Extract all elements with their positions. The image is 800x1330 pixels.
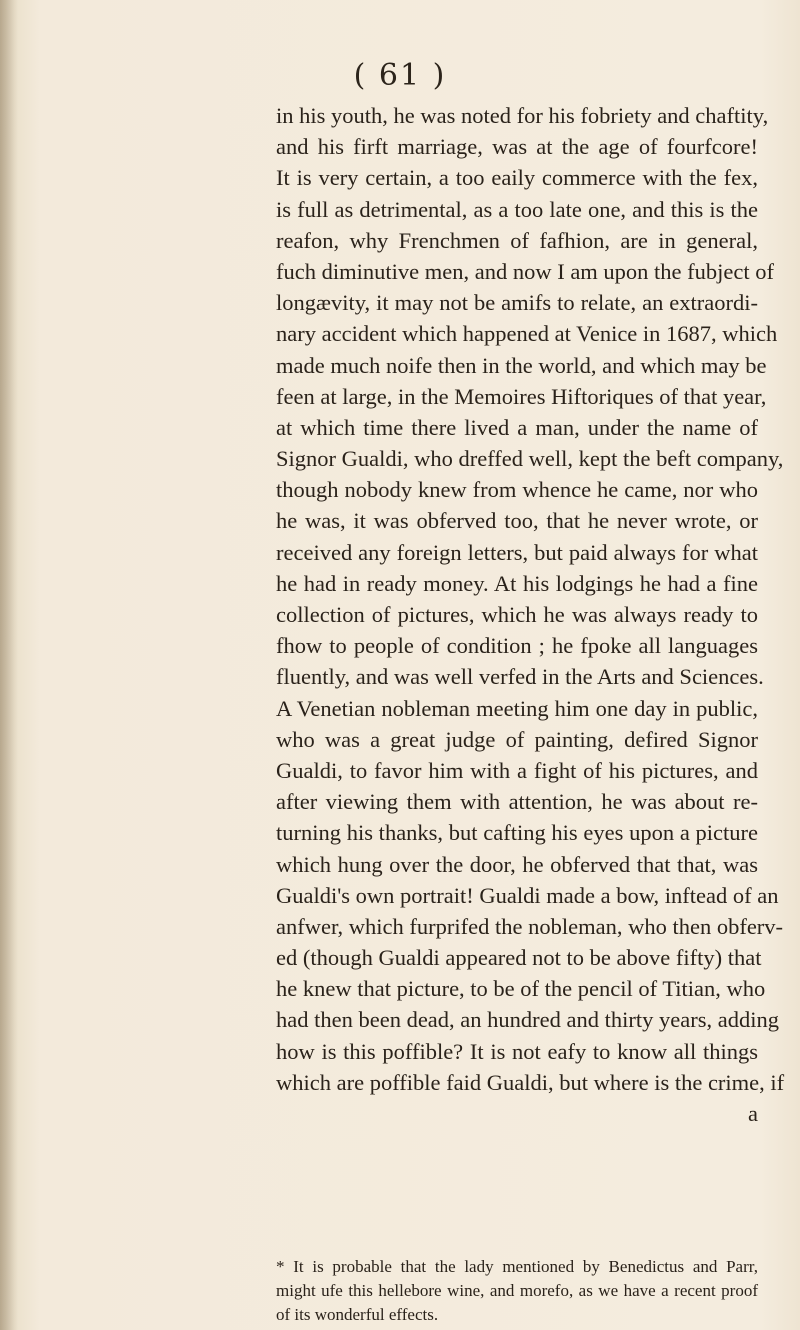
text-line: had then been dead, an hundred and thirty years, adding bbox=[276, 1007, 779, 1033]
text-line: fuch diminutive men, and now I am upon the fubject of bbox=[276, 258, 774, 284]
text-line: he had in ready money. At his lodgings he had a fine bbox=[276, 570, 758, 596]
text-line: received any foreign letters, but paid always for what bbox=[276, 539, 758, 565]
body-text bbox=[276, 100, 785, 1129]
text-line: which hung over the door, he obferved that that, was bbox=[276, 851, 758, 877]
text-line: anfwer, which furprifed the nobleman, who then obferv- bbox=[276, 913, 784, 939]
text-line: Gualdi's own portrait! Gualdi made a bow, inftead of an bbox=[276, 882, 779, 908]
text-line: which are poffible faid Gualdi, but where is the crime, if bbox=[276, 1069, 785, 1095]
footnote-line: might ufe this hellebore wine, and morefo, as we have a recent proof bbox=[276, 1281, 758, 1300]
text-line: reafon, why Frenchmen of fafhion, are in general, bbox=[276, 227, 758, 253]
text-line: fhow to people of condition ; he fpoke all languages bbox=[276, 633, 758, 659]
text-line: made much noife then in the world, and which may be bbox=[276, 352, 767, 378]
footnote-line: of its wonderful effects. bbox=[276, 1305, 439, 1324]
text-line: turning his thanks, but cafting his eyes upon a picture bbox=[276, 820, 758, 846]
text-line: collection of pictures, which he was always ready to bbox=[276, 602, 758, 627]
text-line: how is this poffible? It is not eafy to know all things bbox=[276, 1038, 758, 1064]
footnote bbox=[276, 1255, 758, 1327]
text-line: ed (though Gualdi appeared not to be above fifty) that bbox=[276, 945, 762, 971]
text-line: feen at large, in the Memoires Hiftoriques of that year, bbox=[276, 383, 767, 409]
binding-shadow bbox=[0, 0, 18, 1330]
page-number-header: ( 61 ) bbox=[353, 58, 447, 93]
text-line: Signor Gualdi, who dreffed well, kept the beft company, bbox=[276, 446, 784, 472]
text-line: nary accident which happened at Venice in 1687, which bbox=[276, 321, 778, 347]
text-line: Gualdi, to favor him with a fight of his pictures, and bbox=[276, 757, 758, 783]
text-line: in his youth, he was noted for his fobriety and chaftity, bbox=[276, 103, 769, 128]
text-line: though nobody knew from whence he came, nor who bbox=[276, 477, 758, 503]
footnote-line: * It is probable that the lady mentioned by Benedictus and Parr, bbox=[276, 1257, 758, 1276]
text-line: after viewing them with attention, he was about re- bbox=[276, 789, 758, 815]
text-line: at which time there lived a man, under the name of bbox=[276, 414, 758, 440]
text-line: he was, it was obferved too, that he never wrote, or bbox=[276, 508, 758, 534]
text-line: and his firft marriage, was at the age of fourfcore! bbox=[276, 134, 758, 160]
text-line: A Venetian nobleman meeting him one day in public, bbox=[276, 695, 758, 721]
catchword: a bbox=[748, 1101, 758, 1126]
text-line: longævity, it may not be amifs to relate, an extraordi- bbox=[276, 290, 758, 316]
text-line: It is very certain, a too eaily commerce with the fex, bbox=[276, 165, 758, 191]
text-line: is full as detrimental, as a too late one, and this is the bbox=[276, 196, 758, 222]
text-line: who was a great judge of painting, defired Signor bbox=[276, 726, 758, 752]
text-line: fluently, and was well verfed in the Arts and Sciences. bbox=[276, 664, 764, 690]
text-line: he knew that picture, to be of the pencil of Titian, who bbox=[276, 976, 766, 1002]
